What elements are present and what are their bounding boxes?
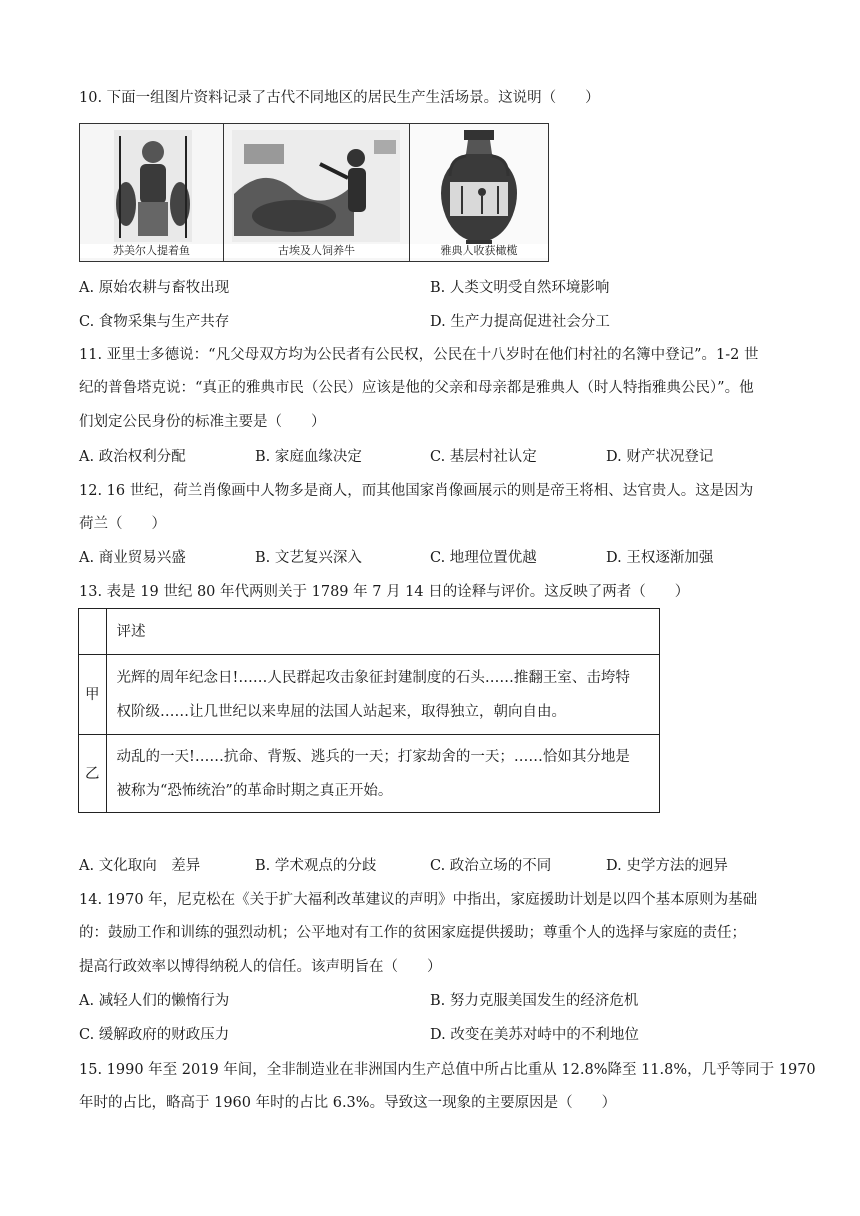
q15-stem-line-2: 年时的占比，略高于 1960 年时的占比 6.3%。导致这一现象的主要原因是（ ） [79,1095,617,1111]
q11-option-a: A. 政治权利分配 [79,449,186,465]
q10-option-d: D. 生产力提高促进社会分工 [430,314,610,330]
egyptian-cattle-icon [224,124,409,261]
row-label: 乙 [79,735,107,813]
q14-option-c: C. 缓解政府的财政压力 [79,1027,230,1043]
q13-option-b: B. 学术观点的分歧 [255,858,377,874]
q13-table [78,608,660,813]
row-text-line: 光辉的周年纪念日!……人民群起攻击象征封建制度的石头……推翻王室、击垮特 [116,669,630,686]
q12-option-d: D. 王权逐渐加强 [606,550,714,566]
q12-stem-line-2: 荷兰（ ） [79,516,166,532]
q14-stem-line-3: 提高行政效率以博得纳税人的信任。该声明旨在（ ） [79,959,442,975]
table-corner-cell [79,609,107,655]
q13-stem: 13. 表是 19 世纪 80 年代两则关于 1789 年 7 月 14 日的诠释与评价。这反映了两者（ ） [79,584,690,600]
q11-option-d: D. 财产状况登记 [606,449,714,465]
q13-option-d: D. 史学方法的迥异 [606,858,728,874]
q12-option-c: C. 地理位置优越 [430,550,537,566]
q11-option-c: C. 基层村社认定 [430,449,537,465]
row-text-line: 权阶级……让几世纪以来卑屈的法国人站起来，取得独立，朝向自由。 [116,703,566,720]
q13-option-c: C. 政治立场的不同 [430,858,552,874]
q11-stem-line-1: 11. 亚里士多德说：“凡父母双方均为公民者有公民权，公民在十八岁时在他们村社的名簿中登记”。1-2 世 [79,347,759,363]
egyptian-cattle-picture [224,124,410,261]
q14-stem-line-2: 的：鼓励工作和训练的强烈动机；公平地对有工作的贫困家庭提供援助；尊重个人的选择与家庭的责任； [79,925,746,941]
image-caption-1: 苏美尔人提着鱼 [80,244,223,258]
q10-option-a: A. 原始农耕与畜牧出现 [79,280,230,296]
q15-stem-line-1: 15. 1990 年至 2019 年间，全非制造业在非洲国内生产总值中所占比重从 12.8%降至 11.8%，几乎等同于 1970 [79,1062,816,1078]
q10-option-b: B. 人类文明受自然环境影响 [430,280,610,296]
q14-stem-line-1: 14. 1970 年，尼克松在《关于扩大福利改革建议的声明》中指出，家庭援助计划是以四个基本原则为基础 [79,892,758,908]
table-row [79,735,660,813]
row-text [106,655,660,735]
row-text-line: 被称为“恐怖统治”的革命时期之真正开始。 [116,782,393,799]
q10-stem: 10. 下面一组图片资料记录了古代不同地区的居民生产生活场景。这说明（ ） [79,90,600,106]
row-text [106,735,660,813]
sumerian-figure-icon [80,124,223,261]
q12-stem-line-1: 12. 16 世纪，荷兰肖像画中人物多是商人，而其他国家肖像画展示的则是帝王将相、达官贵人。这是因为 [79,483,754,499]
image-caption-3: 雅典人收获橄榄 [410,244,548,258]
row-label: 甲 [79,655,107,735]
row-text-line: 动乱的一天!……抗命、背叛、逃兵的一天；打家劫舍的一天；……恰如其分地是 [116,748,630,765]
q11-stem-line-3: 们划定公民身份的标准主要是（ ） [79,414,326,430]
table-header-cell: 评述 [106,609,660,655]
q12-option-b: B. 文艺复兴深入 [255,550,362,566]
q10-option-c: C. 食物采集与生产共存 [79,314,230,330]
table-row [79,655,660,735]
table-header-row [79,609,660,655]
greek-amphora-picture [410,124,548,261]
amphora-icon [410,124,548,261]
q12-option-a: A. 商业贸易兴盛 [79,550,186,566]
q14-option-a: A. 减轻人们的懒惰行为 [79,993,230,1009]
image-caption-2: 古埃及人饲养牛 [224,244,409,258]
q14-option-b: B. 努力克服美国发生的经济危机 [430,993,639,1009]
q10-image-strip [79,123,549,262]
q11-stem-line-2: 纪的普鲁塔克说：“真正的雅典市民（公民）应该是他的父亲和母亲都是雅典人（时人特指雅典公民）”。他 [79,380,754,396]
sumerian-fisherman-picture [80,124,224,261]
q14-option-d: D. 改变在美苏对峙中的不利地位 [430,1027,639,1043]
q11-option-b: B. 家庭血缘决定 [255,449,362,465]
q13-option-a: A. 文化取向 差异 [79,858,201,874]
